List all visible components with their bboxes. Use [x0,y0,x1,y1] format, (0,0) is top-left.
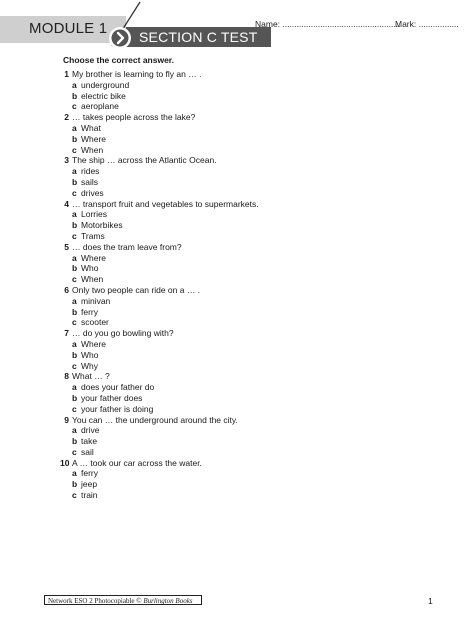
option-letter: c [72,403,77,414]
option-letter: c [72,360,77,371]
question-text: What … ? [72,371,110,382]
answer-option-c[interactable] [60,188,460,199]
option-text: minivan [81,295,111,306]
question-number: 4 [64,198,69,209]
answer-option-c[interactable] [60,145,460,156]
option-letter: b [72,392,78,403]
question-row [60,155,460,166]
question-text: Only two people can ride on a … . [72,284,201,295]
option-text: ferry [81,468,98,479]
option-letter: b [72,479,78,490]
answer-option-c[interactable] [60,361,460,372]
option-letter: a [72,122,77,133]
option-text: rides [81,166,100,177]
question-text: You can … the underground around the city. [72,414,238,425]
option-text: your father does [81,392,143,403]
copyright-text: Network ESO 2 Photocopiable © [48,597,142,605]
answer-option-c[interactable] [60,404,460,415]
question-row [60,285,460,296]
option-text: your father is doing [81,403,154,414]
question-3 [60,155,460,198]
option-letter: a [72,252,77,263]
answer-option-a[interactable] [60,80,460,91]
option-text: electric bike [81,90,126,101]
question-10 [60,458,460,501]
option-letter: a [72,338,77,349]
option-text: drives [81,187,104,198]
option-letter: c [72,446,77,457]
question-text: The ship … across the Atlantic Ocean. [72,155,217,166]
option-letter: b [72,436,78,447]
question-text: … transport fruit and vegetables to supermarkets. [72,198,259,209]
question-text: A … took our car across the water. [72,457,202,468]
option-text: train [81,490,98,501]
answer-option-c[interactable] [60,274,460,285]
question-number: 6 [64,284,69,295]
question-number: 5 [64,241,69,252]
answer-option-a[interactable] [60,209,460,220]
question-row [60,371,460,382]
question-text: My brother is learning to fly an … . [72,69,202,79]
option-text: Where [81,133,107,144]
question-row [60,112,460,123]
question-text: … takes people across the lake? [72,112,196,123]
answer-option-c[interactable] [60,447,460,458]
answer-option-a[interactable] [60,123,460,134]
option-text: sail [81,446,94,457]
question-number: 1 [64,69,69,79]
option-letter: c [72,230,77,241]
option-text: When [81,274,104,285]
question-6 [60,285,460,328]
answer-option-a[interactable] [60,339,460,350]
answer-option-c[interactable] [60,490,460,501]
instruction: Choose the correct answer. [63,55,175,65]
question-9 [60,415,460,458]
option-letter: a [72,295,77,306]
answer-option-a[interactable] [60,468,460,479]
option-letter: b [72,220,78,231]
answer-option-b[interactable] [60,220,460,231]
option-letter: c [72,274,77,285]
footer-copyright [44,595,202,605]
question-row [60,199,460,210]
question-row [60,458,460,469]
question-1 [60,69,460,112]
option-letter: b [72,133,78,144]
answer-option-c[interactable] [60,231,460,242]
option-letter: c [72,317,77,328]
option-text: Motorbikes [81,220,123,231]
option-letter: b [72,90,78,101]
question-text: … does the tram leave from? [72,241,182,252]
answer-option-b[interactable] [60,393,460,404]
question-text: … do you go bowling with? [72,328,174,339]
option-letter: a [72,166,77,177]
answer-option-a[interactable] [60,253,460,264]
option-letter: a [72,382,77,393]
section-title: SECTION C TEST [139,29,258,45]
option-letter: a [72,468,77,479]
option-letter: c [72,187,77,198]
option-text: ferry [81,306,98,317]
answer-option-b[interactable] [60,134,460,145]
page-number: 1 [428,596,433,606]
question-number: 9 [64,414,69,425]
option-text: What [81,122,101,133]
module-title: MODULE 1 [29,20,108,37]
option-text: Trams [81,230,105,241]
mark-field-label: Mark: ................. [395,19,459,29]
option-text: Who [81,263,99,274]
answer-option-a[interactable] [60,166,460,177]
question-row [60,328,460,339]
option-text: When [81,144,104,155]
option-text: Where [81,338,107,349]
test-content [60,55,460,501]
option-text: underground [81,79,130,90]
option-text: drive [81,425,100,436]
answer-option-b[interactable] [60,479,460,490]
answer-option-c[interactable] [60,101,460,112]
question-8 [60,371,460,414]
option-text: scooter [81,317,109,328]
question-number: 2 [64,112,69,123]
question-row [60,69,460,80]
option-text: take [81,436,98,447]
answer-option-a[interactable] [60,296,460,307]
option-letter: c [72,101,77,112]
answer-option-b[interactable] [60,91,460,102]
option-text: does your father do [81,382,155,393]
option-text: Lorries [81,209,107,220]
question-row [60,242,460,253]
option-text: Who [81,349,99,360]
option-text: Why [81,360,98,371]
option-letter: a [72,209,77,220]
answer-option-b[interactable] [60,350,460,361]
option-letter: b [72,306,78,317]
name-field-label: Name: .................................................. [255,19,401,29]
option-text: sails [81,176,99,187]
question-7 [60,328,460,371]
option-text: aeroplane [81,101,119,112]
answer-option-a[interactable] [60,425,460,436]
question-number: 10 [60,457,70,468]
question-4 [60,199,460,242]
option-letter: a [72,425,77,436]
answer-option-b[interactable] [60,436,460,447]
option-letter: b [72,263,78,274]
question-list [60,69,460,501]
answer-option-a[interactable] [60,382,460,393]
question-number: 7 [64,328,69,339]
option-letter: b [72,176,78,187]
option-text: Where [81,252,107,263]
question-row [60,415,460,426]
page-header [0,0,474,48]
option-letter: a [72,79,77,90]
option-letter: c [72,490,77,501]
question-5 [60,242,460,285]
answer-option-b[interactable] [60,177,460,188]
option-letter: b [72,349,78,360]
question-2 [60,112,460,155]
question-number: 8 [64,371,69,382]
option-letter: c [72,144,77,155]
option-text: jeep [81,479,98,490]
answer-option-c[interactable] [60,317,460,328]
answer-option-b[interactable] [60,307,460,318]
chevron-right-icon [108,26,132,50]
question-number: 3 [64,155,69,166]
brand-name: Burlington Books [143,597,193,605]
answer-option-b[interactable] [60,263,460,274]
